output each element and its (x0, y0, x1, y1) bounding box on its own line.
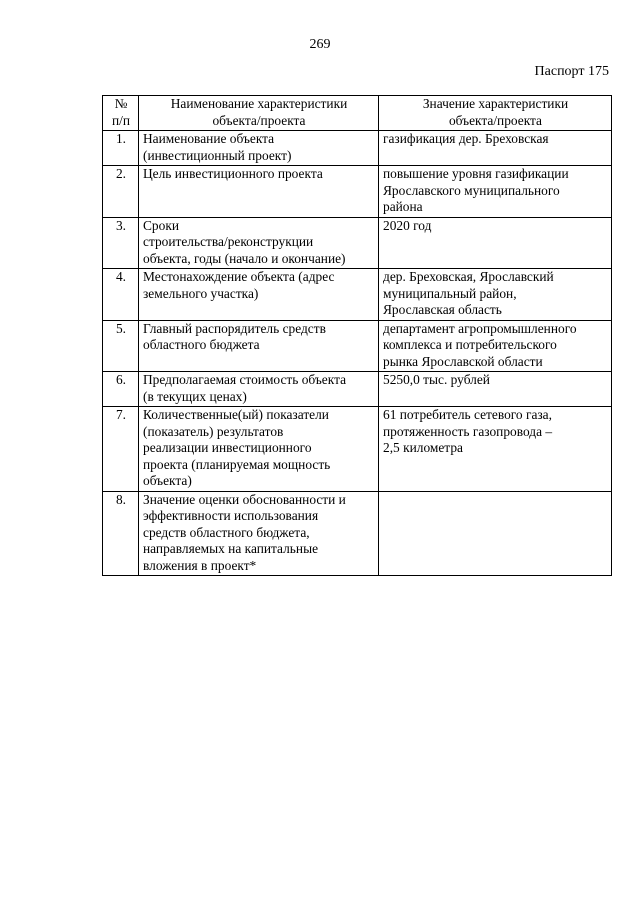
table-row (103, 372, 612, 407)
table-row (103, 491, 612, 576)
row-value-cell: 61 потребитель сетевого газа, протяженность газопровода – 2,5 километра (379, 407, 612, 492)
row-value-cell: департамент агропромышленного комплекса и потребительского рынка Ярославской области (379, 320, 612, 372)
row-value-cell (379, 491, 612, 576)
row-number-cell: 5. (103, 320, 139, 372)
row-value-cell: повышение уровня газификации Ярославского муниципального района (379, 166, 612, 218)
row-number-cell: 7. (103, 407, 139, 492)
page-number: 269 (309, 37, 331, 52)
row-name-cell: Главный распорядитель средств областного бюджета (139, 320, 379, 372)
row-number-cell: 1. (103, 131, 139, 166)
table-row (103, 269, 612, 321)
row-value-cell: 2020 год (379, 217, 612, 269)
table-body (103, 131, 612, 576)
header-num: № п/п (103, 96, 139, 131)
row-name-cell: Местонахождение объекта (адрес земельного участка) (139, 269, 379, 321)
row-name-cell: Цель инвестиционного проекта (139, 166, 379, 218)
table-row (103, 407, 612, 492)
row-value-cell: 5250,0 тыс. рублей (379, 372, 612, 407)
passport-table (102, 95, 612, 576)
row-number-cell: 4. (103, 269, 139, 321)
row-name-cell: Предполагаемая стоимость объекта (в текущих ценах) (139, 372, 379, 407)
row-value-cell: дер. Бреховская, Ярославский муниципальный район, Ярославская область (379, 269, 612, 321)
table-row (103, 131, 612, 166)
row-name-cell: Наименование объекта (инвестиционный проект) (139, 131, 379, 166)
row-number-cell: 2. (103, 166, 139, 218)
table-header (103, 96, 612, 131)
row-number-cell: 3. (103, 217, 139, 269)
header-name: Наименование характеристики объекта/проекта (139, 96, 379, 131)
passport-label: Паспорт 175 (534, 64, 609, 79)
row-name-cell: Сроки строительства/реконструкции объекта, годы (начало и окончание) (139, 217, 379, 269)
row-value-cell: газификация дер. Бреховская (379, 131, 612, 166)
table-row (103, 217, 612, 269)
row-number-cell: 6. (103, 372, 139, 407)
table-row (103, 320, 612, 372)
table-row (103, 166, 612, 218)
header-row (103, 96, 612, 131)
row-name-cell: Значение оценки обоснованности и эффективности использования средств областного бюджета, направляемых на капитальные вложения в проект* (139, 491, 379, 576)
header-value: Значение характеристики объекта/проекта (379, 96, 612, 131)
row-name-cell: Количественные(ый) показатели (показатель) результатов реализации инвестиционного проекта (планируемая мощность объекта) (139, 407, 379, 492)
row-number-cell: 8. (103, 491, 139, 576)
